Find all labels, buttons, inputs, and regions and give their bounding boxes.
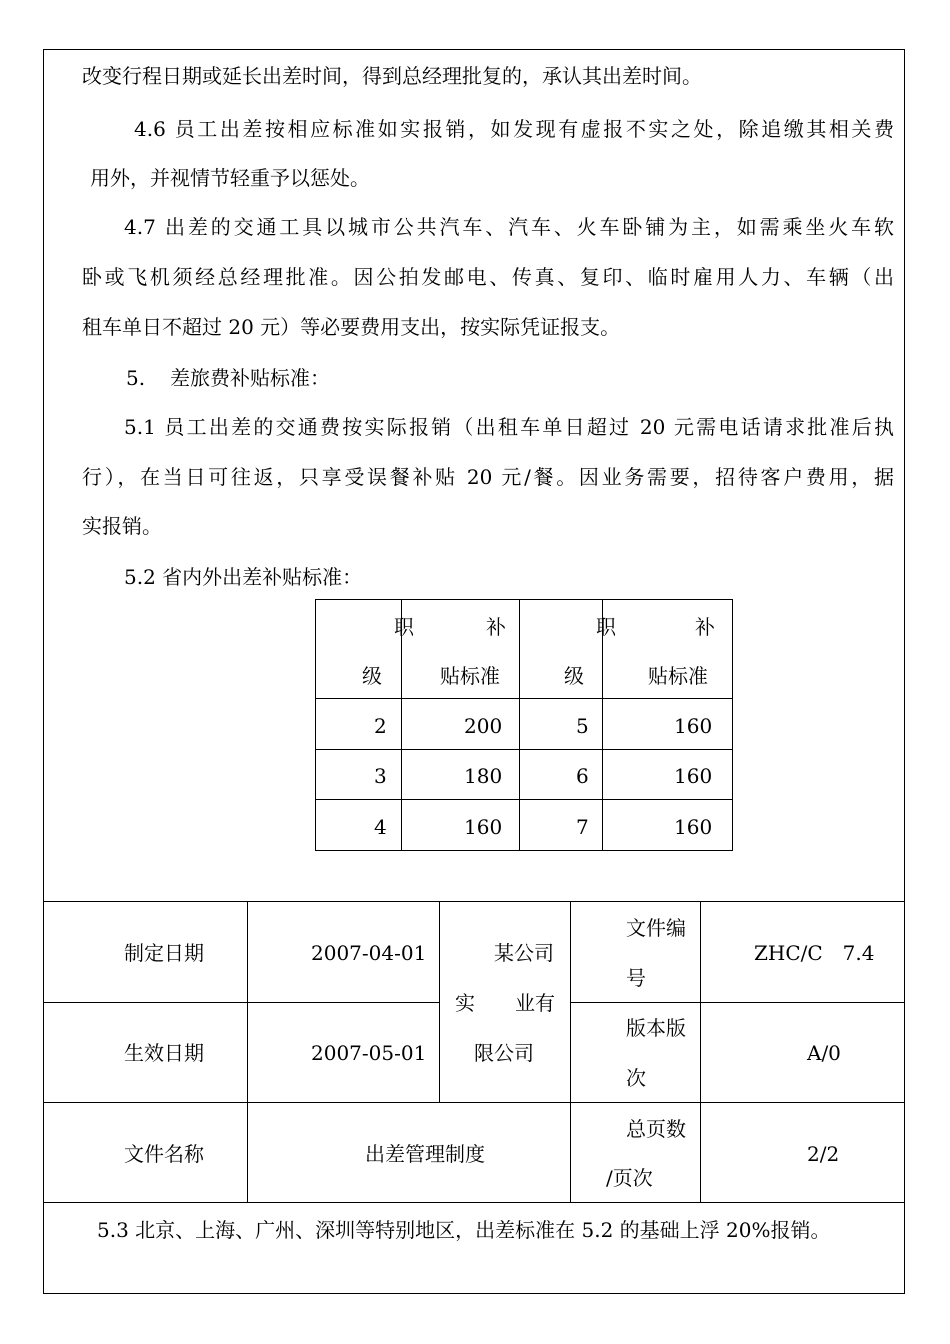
paragraph-4-7-line1: 4.7 出差的交通工具以城市公共汽车、汽车、火车卧铺为主，如需乘坐火车软 bbox=[124, 215, 894, 239]
header-grade-b-top: 职 bbox=[596, 615, 616, 639]
header-grade-a-top: 职 bbox=[394, 615, 414, 639]
paragraph-4-7-line2: 卧或飞机须经总经理批准。因公拍发邮电、传真、复印、临时雇用人力、车辆（出 bbox=[82, 265, 894, 289]
company-name-line2: 实 业有 bbox=[455, 991, 555, 1015]
header-std-b-top: 补 bbox=[695, 615, 715, 639]
paragraph-5-1-line3: 实报销。 bbox=[82, 514, 162, 538]
paragraph-4-6-line2: 用外，并视情节轻重予以惩处。 bbox=[90, 166, 370, 190]
table-cell: 6 bbox=[576, 764, 589, 788]
made-date-label: 制定日期 bbox=[124, 941, 204, 965]
paragraph-5-3: 5.3 北京、上海、广州、深圳等特别地区，出差标准在 5.2 的基础上浮 20%报销。 bbox=[97, 1218, 831, 1242]
section-5-number: 5. bbox=[126, 366, 146, 390]
version-value: A/0 bbox=[807, 1041, 841, 1065]
doc-number-label-line1: 文件编 bbox=[626, 916, 686, 940]
table-cell: 160 bbox=[674, 815, 713, 839]
pages-value: 2/2 bbox=[807, 1142, 840, 1166]
doc-name-label: 文件名称 bbox=[124, 1142, 204, 1166]
table-cell: 160 bbox=[674, 714, 713, 738]
pages-label-line2: /页次 bbox=[606, 1166, 653, 1190]
table-cell: 7 bbox=[576, 815, 589, 839]
header-std-b-bottom: 贴标准 bbox=[648, 664, 708, 688]
header-std-a-bottom: 贴标准 bbox=[440, 664, 500, 688]
paragraph-5-1-line1: 5.1 员工出差的交通费按实际报销（出租车单日超过 20 元需电话请求批准后执 bbox=[124, 415, 894, 439]
effective-date-value: 2007-05-01 bbox=[311, 1041, 427, 1065]
body-line: 改变行程日期或延长出差时间，得到总经理批复的，承认其出差时间。 bbox=[82, 64, 702, 88]
doc-number-label-line2: 号 bbox=[626, 966, 646, 990]
table-cell: 160 bbox=[674, 764, 713, 788]
table-cell: 200 bbox=[464, 714, 503, 738]
table-cell: 5 bbox=[576, 714, 589, 738]
paragraph-4-7-line3: 租车单日不超过 20 元）等必要费用支出，按实际凭证报支。 bbox=[82, 315, 621, 339]
doc-number-value: ZHC/C 7.4 bbox=[754, 941, 875, 965]
table-cell: 4 bbox=[374, 815, 387, 839]
made-date-value: 2007-04-01 bbox=[311, 941, 427, 965]
section-5-title: 差旅费补贴标准： bbox=[170, 366, 330, 390]
paragraph-5-2: 5.2 省内外出差补贴标准： bbox=[124, 565, 363, 589]
table-cell: 160 bbox=[464, 815, 503, 839]
company-name-line1: 某公司 bbox=[494, 941, 554, 965]
version-label-line2: 次 bbox=[626, 1066, 646, 1090]
table-cell: 180 bbox=[464, 764, 503, 788]
company-name-line3: 限公司 bbox=[474, 1041, 534, 1065]
pages-label-line1: 总页数 bbox=[626, 1117, 686, 1141]
version-label-line1: 版本版 bbox=[626, 1016, 686, 1040]
doc-name-value: 出差管理制度 bbox=[365, 1142, 485, 1166]
table-cell: 2 bbox=[374, 714, 387, 738]
effective-date-label: 生效日期 bbox=[124, 1041, 204, 1065]
header-grade-a-bottom: 级 bbox=[362, 664, 382, 688]
header-std-a-top: 补 bbox=[486, 615, 506, 639]
paragraph-4-6-line1: 4.6 员工出差按相应标准如实报销，如发现有虚报不实之处，除追缴其相关费 bbox=[134, 117, 894, 141]
header-grade-b-bottom: 级 bbox=[564, 664, 584, 688]
table-cell: 3 bbox=[374, 764, 387, 788]
paragraph-5-1-line2: 行），在当日可往返，只享受误餐补贴 20 元/餐。因业务需要，招待客户费用，据 bbox=[82, 465, 894, 489]
